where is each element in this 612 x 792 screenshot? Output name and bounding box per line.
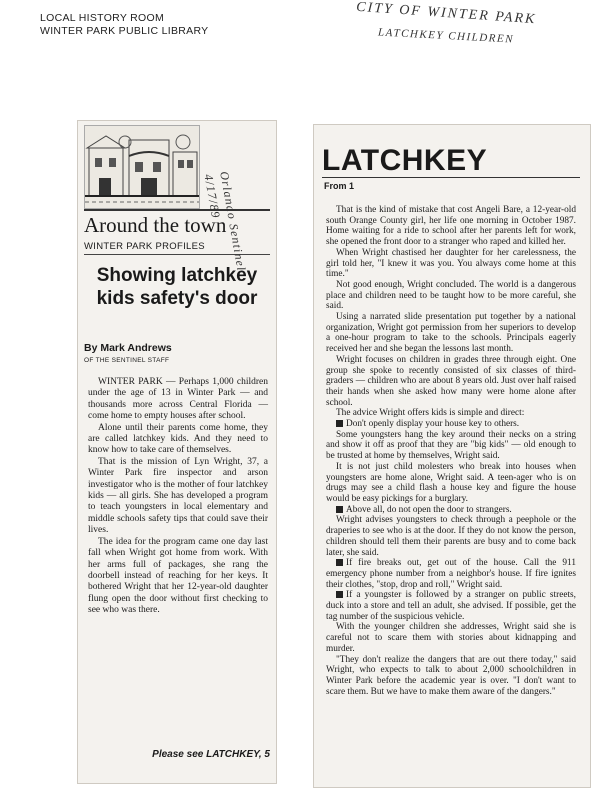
bullet-text: If a youngster is followed by a stranger on public streets, duck into a store and tell an adult, she advised. If possible, get the tag number of the suspicious vehicle. bbox=[326, 590, 576, 622]
paragraph: That is the mission of Lyn Wright, 37, a Winter Park fire inspector and arson investigator who is the mother of four latchkey kids — all girls. She has developed a program to teach youngsters in local elementary and middle schools safety tips that could save their lives. bbox=[88, 456, 268, 536]
paragraph: Wright focuses on children in grades three through eight. One group she spoke to recently consisted of six classes of third-graders — children who are about 8 years old. Just over half raised their hands when she asked how many were home alone after school. bbox=[326, 354, 576, 408]
subsection-label: WINTER PARK PROFILES bbox=[84, 241, 270, 255]
bullet-icon bbox=[336, 559, 343, 566]
paragraph: Wright advises youngsters to check through a peephole or the draperies to see who is at the door. If they do not know the person, children should tell them their parents are busy and to come back later, she said. bbox=[326, 515, 576, 558]
continuation-note: Please see LATCHKEY, 5 bbox=[152, 749, 270, 760]
paragraph: Some youngsters hang the key around their necks on a string and show it off as proof that they are "big kids" — old enough to be trusted at home by themselves, Wright said. bbox=[326, 429, 576, 462]
headline-rule bbox=[322, 177, 580, 178]
handwritten-subject-note: LATCHKEY CHILDREN bbox=[377, 26, 515, 46]
paragraph: When Wright chastised her daughter for her carelessness, the girl told her, "I knew it was you. You always come home at this time." bbox=[326, 247, 576, 280]
handwritten-date: 4/17/89 bbox=[201, 172, 224, 220]
bullet-text: If fire breaks out, get out of the house. Call the 911 emergency phone number from a neighbor's house. If fire ignites their clothes, "stop, drop and roll," Wright said. bbox=[326, 558, 576, 590]
paragraph: The idea for the program came one day last fall when Wright got home from work. With her arms full of packages, she rang the doorbell instead of reaching for her keys. It bothered Wright that her 12-year-old daughter flung open the door without first checking to see who was there. bbox=[88, 536, 268, 616]
article-body-jump bbox=[326, 205, 576, 697]
byline: By Mark Andrews bbox=[84, 342, 172, 354]
paragraph: That is the kind of mistake that cost Angeli Bare, a 12-year-old south Orange County girl, her life one morning in October 1987. Home waiting for a ride to school after her parents left for work, she opened the front door to a stranger who raped and killed her. bbox=[326, 205, 576, 248]
paragraph: "They don't realize the dangers that are out there today," said Wright, who expects to talk to about 2,000 schoolchildren in Winter Park before the academic year is over. "I don't want to scare them. But we have to make them aware of the dangers." bbox=[326, 654, 576, 697]
bullet-text: Don't openly display your house key to others. bbox=[346, 419, 520, 430]
staff-credit: OF THE SENTINEL STAFF bbox=[84, 357, 170, 364]
jump-headline: LATCHKEY bbox=[322, 144, 488, 177]
article-headline: Showing latchkey kids safety's door bbox=[96, 265, 258, 309]
paragraph: Using a narrated slide presentation put together by a national organization, Wright got permission from her superiors to develop a one-hour program to take to the schools. Principals eagerly received her and she began the lessons last month. bbox=[326, 312, 576, 355]
bullet-text: Above all, do not open the door to strangers. bbox=[346, 504, 512, 515]
handwritten-source: Orlando Sentinel bbox=[217, 170, 249, 273]
front-page-clipping bbox=[77, 120, 277, 784]
paragraph: It is not just child molesters who break into houses when youngsters are home alone, Wright said. A teen-ager who is on drugs may see a child flash a house key and figure the house would be easy pickings for a burglary. bbox=[326, 461, 576, 504]
section-heading: Around the town bbox=[84, 209, 270, 237]
street-scene-illustration bbox=[84, 125, 200, 209]
bullet-icon bbox=[336, 420, 343, 427]
paragraph: Alone until their parents come home, they are called latchkey kids. And they need to know how to take care of themselves. bbox=[88, 422, 268, 456]
paragraph: Not good enough, Wright concluded. The world is a dangerous place and children need to be taught how to be more careful, she said. bbox=[326, 279, 576, 312]
bullet-icon bbox=[336, 506, 343, 513]
bullet-paragraph bbox=[326, 558, 576, 590]
paragraph: WINTER PARK — Perhaps 1,000 children under the age of 13 in Winter Park — and thousands more across Central Florida — come home to empty houses after school. bbox=[88, 377, 268, 422]
stamp-line-1: LOCAL HISTORY ROOM bbox=[40, 12, 165, 24]
jump-from-label: From 1 bbox=[324, 181, 355, 191]
jump-page-clipping bbox=[313, 124, 591, 788]
article-body-front bbox=[88, 377, 268, 617]
bullet-paragraph bbox=[326, 419, 576, 430]
paragraph: With the younger children she addresses, Wright said she is careful not to scare them with stories about kidnapping and murder. bbox=[326, 622, 576, 654]
handwritten-city-note: CITY OF WINTER PARK bbox=[355, 0, 537, 28]
bullet-paragraph bbox=[326, 590, 576, 622]
bullet-icon bbox=[336, 591, 343, 598]
bullet-paragraph bbox=[326, 505, 576, 516]
paragraph: The advice Wright offers kids is simple and direct: bbox=[336, 408, 525, 419]
stamp-line-2: WINTER PARK PUBLIC LIBRARY bbox=[40, 25, 209, 37]
library-stamp bbox=[40, 12, 208, 38]
